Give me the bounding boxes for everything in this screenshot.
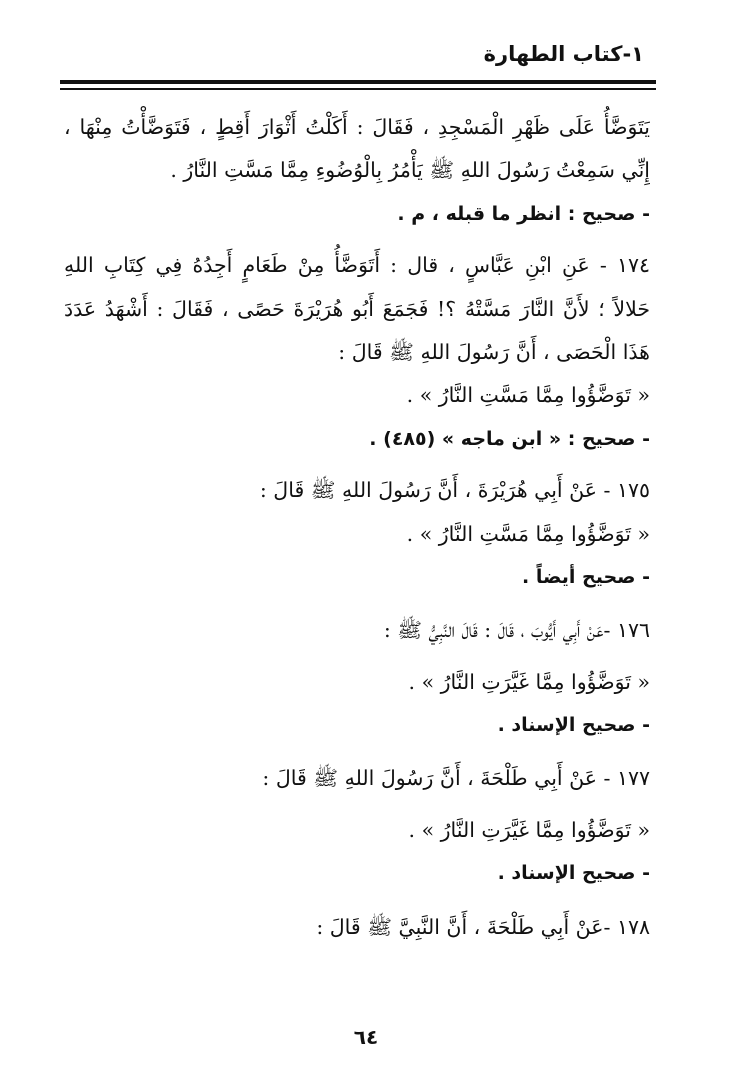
hadith-174-line-2: حَلالاً ؛ لأَنَّ النَّارَ مَسَّتْهُ ؟! فَجَمَعَ أَبُو هُرَيْرَةَ حَصًى ، فَقَالَ : أَشْهَدُ عَدَدَ [64, 296, 650, 321]
grading-line-1: - صحيح : انظر ما قبله ، م . [397, 202, 650, 225]
hadith-174-line-3: هَذَا الْحَصَى ، أَنَّ رَسُولَ اللهِ ﷺ قَالَ : [338, 339, 650, 364]
hadith-175-quote: « تَوَضَّؤُوا مِمَّا مَسَّتِ النَّارُ » . [406, 521, 650, 546]
hadith-175-line-1: ١٧٥ - عَنْ أَبِي هُرَيْرَةَ ، أَنَّ رَسُولَ اللهِ ﷺ قَالَ : [259, 478, 650, 503]
text-line-1: يَتَوَضَّأُ عَلَى ظَهْرِ الْمَسْجِدِ ، فَقَالَ : أَكَلْتُ أَثْوَارَ أَقِطٍ ، فَتَوَضَّأْتُ مِنْهَا ، [64, 115, 650, 139]
page-number: ٦٤ [353, 1025, 379, 1049]
grading-175: - صحيح أيضاً . [522, 565, 650, 588]
grading-174: - صحيح : « ابن ماجه » (٤٨٥) . [369, 427, 650, 450]
grading-177: - صحيح الإسناد . [497, 862, 650, 885]
hadith-176-line-1: ١٧٦ -عَنْ أَبِي أَيُّوبَ ، قَالَ : قَالَ النَّبِيُّ ﷺ : [383, 618, 650, 643]
hadith-177-line-1: ١٧٧ - عَنْ أَبِي طَلْحَةَ ، أَنَّ رَسُولَ اللهِ ﷺ قَالَ : [262, 766, 650, 791]
header-rule-thick [60, 80, 656, 84]
hadith-174-quote: « تَوَضَّؤُوا مِمَّا مَسَّتِ النَّارُ » . [406, 383, 650, 408]
hadith-174-line-1: ١٧٤ - عَنِ ابْنِ عَبَّاسٍ ، قال : أَتَوَضَّأُ مِنْ طَعَامٍ أَجِدُهُ فِي كِتَابِ اللهِ [64, 253, 650, 278]
hadith-text-block [64, 106, 650, 949]
hadith-176-quote: « تَوَضَّؤُوا مِمَّا غَيَّرَتِ النَّارُ » . [408, 669, 650, 694]
hadith-178-line-1: ١٧٨ -عَنْ أَبِي طَلْحَةَ ، أَنَّ النَّبِيَّ ﷺ قَالَ : [316, 914, 650, 939]
header-rule-thin [60, 88, 656, 90]
grading-176: - صحيح الإسناد . [497, 714, 650, 737]
text-line-2: إِنِّي سَمِعْتُ رَسُولَ اللهِ ﷺ يَأْمُرُ بِالْوُضُوءِ مِمَّا مَسَّتِ النَّارُ . [170, 158, 650, 183]
running-header-title: ١-كتاب الطهارة [483, 42, 644, 66]
hadith-177-quote: « تَوَضَّؤُوا مِمَّا غَيَّرَتِ النَّارُ » . [408, 817, 650, 842]
